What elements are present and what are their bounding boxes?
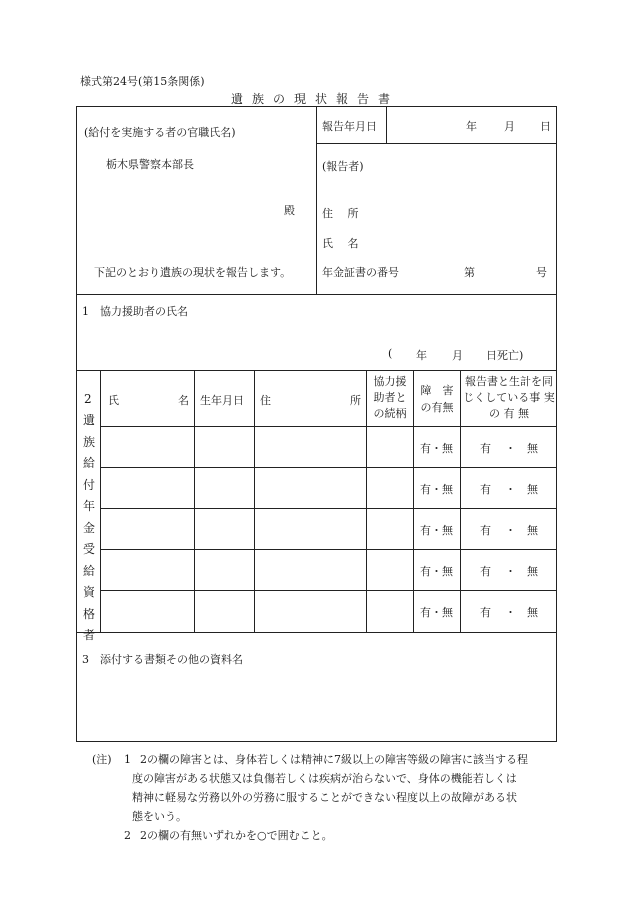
row-livelihood-sep: ・ (505, 524, 516, 537)
row-disability[interactable]: 有・無 (420, 524, 453, 537)
address-label: 住 所 (322, 207, 359, 220)
row-disability[interactable]: 有・無 (420, 565, 453, 578)
recipient-name: 栃木県警察本部長 (106, 158, 194, 171)
statement: 下記のとおり遺族の現状を報告します。 (94, 266, 292, 279)
note1-number: 1 (124, 753, 131, 766)
row-livelihood-sep: ・ (505, 442, 516, 455)
honorific: 殿 (284, 204, 295, 217)
date-year: 年 (466, 120, 477, 133)
death-month: 月 (452, 349, 463, 362)
header-bottom-line (76, 294, 557, 295)
s2-row-line-4 (100, 590, 557, 591)
row-livelihood-sep: ・ (505, 565, 516, 578)
death-close: 日死亡) (486, 349, 524, 362)
note1-line-1: 2の欄の障害とは、身体若しくは精神に7級以上の障害等級の障害に該当する程 (140, 753, 528, 766)
pension-label: 年金証書の番号 (322, 266, 399, 279)
form-number: 様式第24号(第15条関係) (80, 75, 205, 88)
row-livelihood-yes[interactable]: 有 (480, 483, 491, 496)
death-year: 年 (416, 349, 427, 362)
col-relation: 協力援助者との続柄 (373, 375, 407, 420)
row-livelihood-no[interactable]: 無 (527, 565, 538, 578)
reporter-label: (報告者) (322, 160, 364, 173)
row-livelihood-no[interactable]: 無 (527, 483, 538, 496)
row-disability[interactable]: 有・無 (420, 606, 453, 619)
s2-col-line-0 (100, 370, 101, 632)
pension-dai: 第 (464, 266, 475, 279)
row-disability[interactable]: 有・無 (420, 483, 453, 496)
report-date-label: 報告年月日 (322, 120, 377, 133)
section2-bottom-line (76, 632, 557, 633)
death-open: ( (388, 347, 393, 360)
s2-row-line-1 (100, 467, 557, 468)
s2-col-line-4 (413, 370, 414, 632)
date-row-line (316, 143, 557, 144)
col-name-2: 名 (178, 394, 189, 407)
section3-label: 3 添付する書類その他の資料名 (82, 653, 243, 666)
pension-go: 号 (536, 266, 547, 279)
notes-prefix: (注) (92, 753, 112, 766)
row-livelihood-sep: ・ (505, 606, 516, 619)
col-addr-1: 住 (260, 394, 271, 407)
note2-text: 2の欄の有無いずれかを○で囲むこと。 (140, 829, 333, 842)
note2-number: 2 (124, 829, 131, 842)
s2-col-line-1 (194, 370, 195, 632)
note1-line-4: 態をいう。 (132, 810, 187, 823)
s2-row-line-3 (100, 549, 557, 550)
s2-col-line-2 (254, 370, 255, 632)
section2-side-label: 遺族給付年金受給資格者 (82, 413, 95, 642)
row-livelihood-yes[interactable]: 有 (480, 524, 491, 537)
row-livelihood-no[interactable]: 無 (527, 606, 538, 619)
note1-line-3: 精神に軽易な労務以外の労務に服することができない程度以上の故障がある状 (132, 791, 517, 804)
row-livelihood-yes[interactable]: 有 (480, 606, 491, 619)
s2-col-line-5 (460, 370, 461, 632)
name-label: 氏 名 (322, 237, 359, 250)
date-day: 日 (540, 120, 551, 133)
row-livelihood-yes[interactable]: 有 (480, 565, 491, 578)
section1-bottom-line (76, 370, 557, 371)
row-disability[interactable]: 有・無 (420, 442, 453, 455)
row-livelihood-yes[interactable]: 有 (480, 442, 491, 455)
note1-line-2: 度の障害がある状態又は負傷若しくは疾病が治らないで、身体の機能若しくは (132, 772, 517, 785)
col-addr-2: 所 (350, 394, 361, 407)
date-divider (386, 106, 387, 143)
recipient-label: (給付を実施する者の官職氏名) (84, 126, 236, 139)
header-divider (316, 106, 317, 294)
s2-row-line-0 (100, 426, 557, 427)
col-livelihood: 報告書と生計を同じくしている事 実 の 有 無 (463, 375, 555, 420)
document-title: 遺族の現状報告書 (230, 92, 399, 106)
col-disability: 障 害の有無 (420, 384, 454, 414)
row-livelihood-sep: ・ (505, 483, 516, 496)
section2-number: 2 (84, 392, 92, 406)
row-livelihood-no[interactable]: 無 (527, 442, 538, 455)
col-birth: 生年月日 (200, 394, 244, 407)
date-month: 月 (504, 120, 515, 133)
s2-col-line-3 (366, 370, 367, 632)
col-name-1: 氏 (108, 394, 119, 407)
section1-label: 1 協力援助者の氏名 (82, 305, 188, 318)
row-livelihood-no[interactable]: 無 (527, 524, 538, 537)
s2-row-line-2 (100, 508, 557, 509)
